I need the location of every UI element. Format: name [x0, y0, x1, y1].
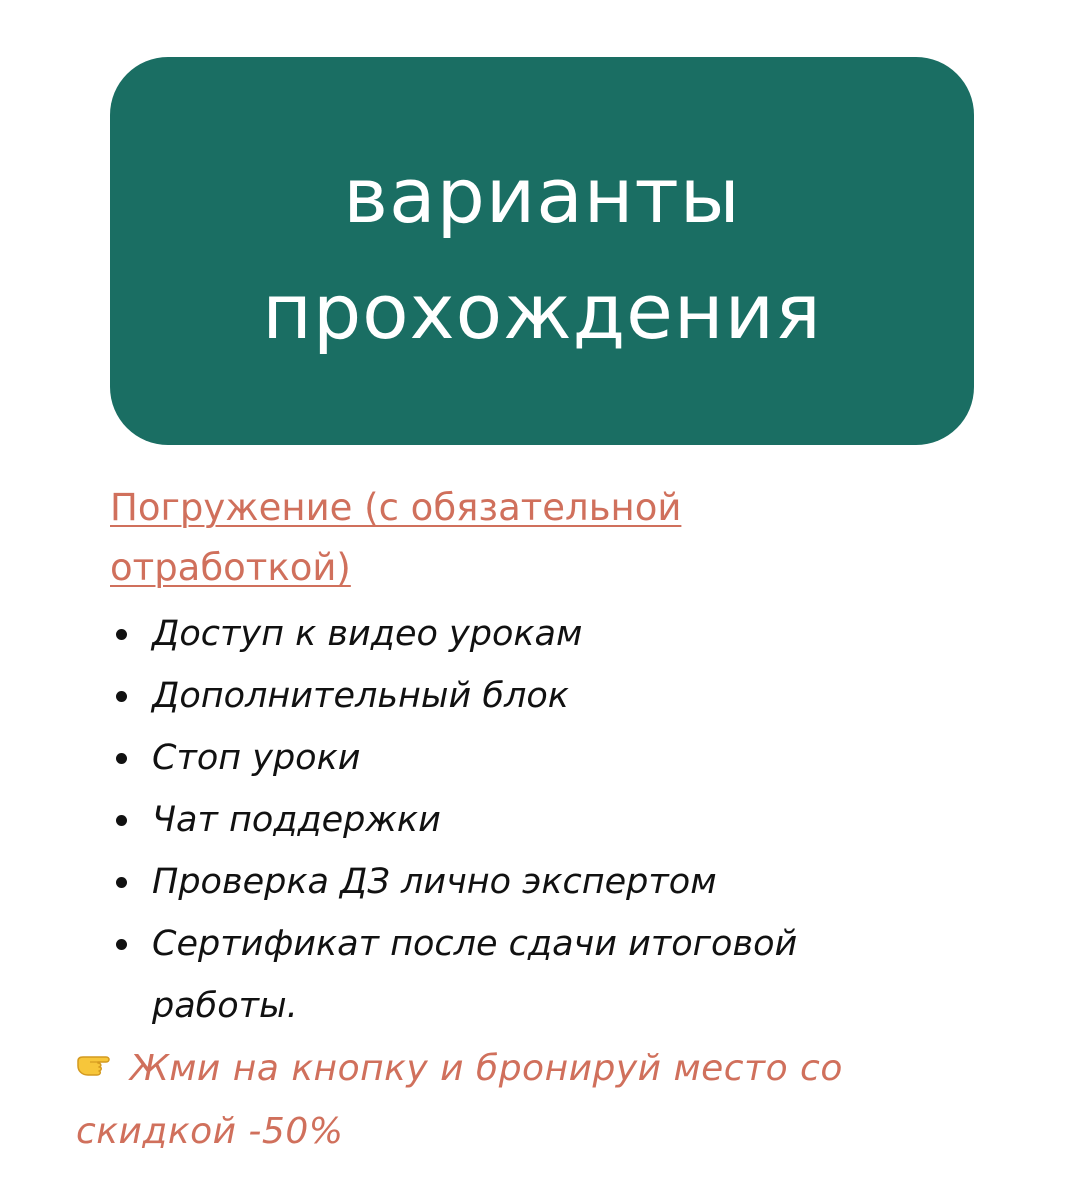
feature-text: Стоп уроки [152, 738, 361, 778]
feature-text: Сертификат после сдачи итоговой работы. [152, 924, 798, 1026]
title-card [110, 57, 974, 445]
feature-item [110, 665, 890, 727]
bullet-icon [116, 629, 127, 640]
cta-text: Жми на кнопку и бронируй место со скидкой -50% [76, 1048, 843, 1152]
title-line-1: варианты [343, 151, 741, 240]
bullet-icon [116, 753, 127, 764]
feature-list [110, 603, 890, 1037]
feature-text: Доступ к видео урокам [152, 614, 583, 654]
feature-item [110, 913, 890, 1037]
plan-heading-link[interactable]: Погружение (с обязательной отработкой) [110, 486, 682, 589]
bullet-icon [116, 691, 127, 702]
feature-text: Чат поддержки [152, 800, 441, 840]
pointing-hand-icon [76, 1036, 124, 1099]
feature-text: Проверка ДЗ лично экспертом [152, 862, 717, 902]
feature-item [110, 789, 890, 851]
call-to-action[interactable] [76, 1037, 956, 1163]
title-line-2: прохождения [262, 267, 822, 356]
feature-item [110, 603, 890, 665]
feature-item [110, 851, 890, 913]
feature-text: Дополнительный блок [152, 676, 569, 716]
bullet-icon [116, 939, 127, 950]
bullet-icon [116, 877, 127, 888]
bullet-icon [116, 815, 127, 826]
feature-item [110, 727, 890, 789]
